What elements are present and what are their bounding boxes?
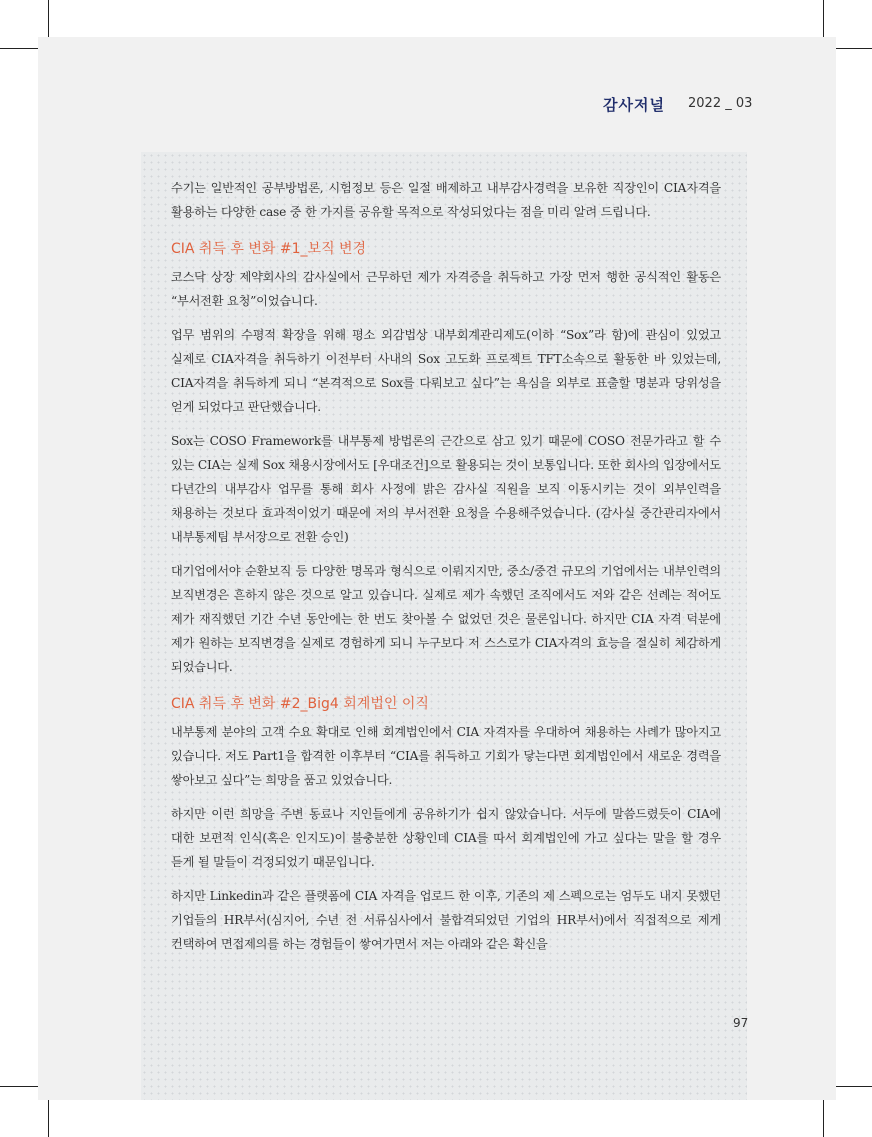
section1-paragraph-2: 업무 범위의 수평적 확장을 위해 평소 외감법상 내부회계관리제도(이하 “Sox”라 함)에 관심이 있었고 실제로 CIA자격을 취득하기 이전부터 사내의 Sox 고도화 프로젝트 TFT소속으로 활동한 바 있었는데, CIA자격을 취득하게 되니 “본격적으로 Sox를 다뤄보고 싶다”는 욕심을 외부로 표출할 명분과 당위성을 얻게 되었다고 판단했습니다.: [171, 328, 721, 414]
article-text: [171, 176, 721, 966]
section2-paragraph-1: 내부통제 분야의 고객 수요 확대로 인해 회계법인에서 CIA 자격자를 우대하여 채용하는 사례가 많아지고 있습니다. 저도 Part1을 합격한 이후부터 “CIA를 취득하고 기회가 닿는다면 회계법인에서 새로운 경력을 쌓아보고 싶다”는 희망을 품고 있었습니다.: [171, 725, 721, 787]
crop-mark-left-bottom: [0, 1086, 38, 1087]
section2-paragraph-3: 하지만 Linkedin과 같은 플랫폼에 CIA 자격을 업로드 한 이후, 기존의 제 스펙으로는 엄두도 내지 못했던 기업들의 HR부서(심지어, 수년 전 서류심사에서 불합격되었던 기업의 HR부서)에서 직접적으로 제게 컨택하여 면접제의를 하는 경험들이 쌓여가면서 저는 아래와 같은 확신을: [171, 889, 721, 951]
crop-mark-left-top: [0, 48, 38, 49]
section2-paragraph-2: 하지만 이런 희망을 주변 동료나 지인들에게 공유하기가 쉽지 않았습니다. 서두에 말씀드렸듯이 CIA에 대한 보편적 인식(혹은 인지도)이 불충분한 상황인데 CIA를 따서 회계법인에 가고 싶다는 말을 할 경우 듣게 될 말들이 걱정되었기 때문입니다.: [171, 807, 721, 869]
intro-paragraph: 수기는 일반적인 공부방법론, 시험정보 등은 일절 배제하고 내부감사경력을 보유한 직장인이 CIA자격을 활용하는 다양한 case 중 한 가지를 공유할 목적으로 작성되었다는 점을 미리 알려 드립니다.: [171, 181, 721, 219]
article-body-panel: [141, 152, 747, 1100]
crop-mark-right-top: [836, 48, 872, 49]
crop-mark-right-bottom: [836, 1086, 872, 1087]
page-number: 97: [733, 1016, 749, 1030]
journal-title: 감사저널: [603, 96, 665, 114]
issue-label: 2022 _ 03: [688, 96, 753, 111]
section1-paragraph-1: 코스닥 상장 제약회사의 감사실에서 근무하던 제가 자격증을 취득하고 가장 먼저 행한 공식적인 활동은 “부서전환 요청”이었습니다.: [171, 270, 721, 308]
crop-mark-bottom-left: [48, 1100, 49, 1137]
crop-mark-bottom-right: [823, 1100, 824, 1137]
section-heading-1: CIA 취득 후 변화 #1_보직 변경: [171, 241, 367, 257]
crop-mark-top-left: [48, 0, 49, 37]
section1-paragraph-4: 대기업에서야 순환보직 등 다양한 명목과 형식으로 이뤄지지만, 중소/중견 규모의 기업에서는 내부인력의 보직변경은 흔하지 않은 것으로 알고 있습니다. 실제로 제가 속했던 조직에서도 저와 같은 선례는 적어도 제가 재직했던 기간 수년 동안에는 한 번도 찾아볼 수 없었던 것은 물론입니다. 하지만 CIA 자격 덕분에 제가 원하는 보직변경을 실제로 경험하게 되니 누구보다 저 스스로가 CIA자격의 효능을 절실히 체감하게 되었습니다.: [171, 564, 721, 674]
section-heading-2: CIA 취득 후 변화 #2_Big4 회계법인 이직: [171, 696, 429, 712]
section1-paragraph-3: Sox는 COSO Framework를 내부통제 방법론의 근간으로 삼고 있기 때문에 COSO 전문가라고 할 수 있는 CIA는 실제 Sox 채용시장에서도 [우대조건]으로 활용되는 것이 보통입니다. 또한 회사의 입장에서도 다년간의 내부감사 업무를 통해 회사 사정에 밝은 감사실 직원을 보직 이동시키는 것이 외부인력을 채용하는 것보다 효과적이었기 때문에 저의 부서전환 요청을 수용해주었습니다. (감사실 중간관리자에서 내부통제팀 부서장으로 전환 승인): [171, 434, 721, 544]
crop-mark-top-right: [823, 0, 824, 37]
